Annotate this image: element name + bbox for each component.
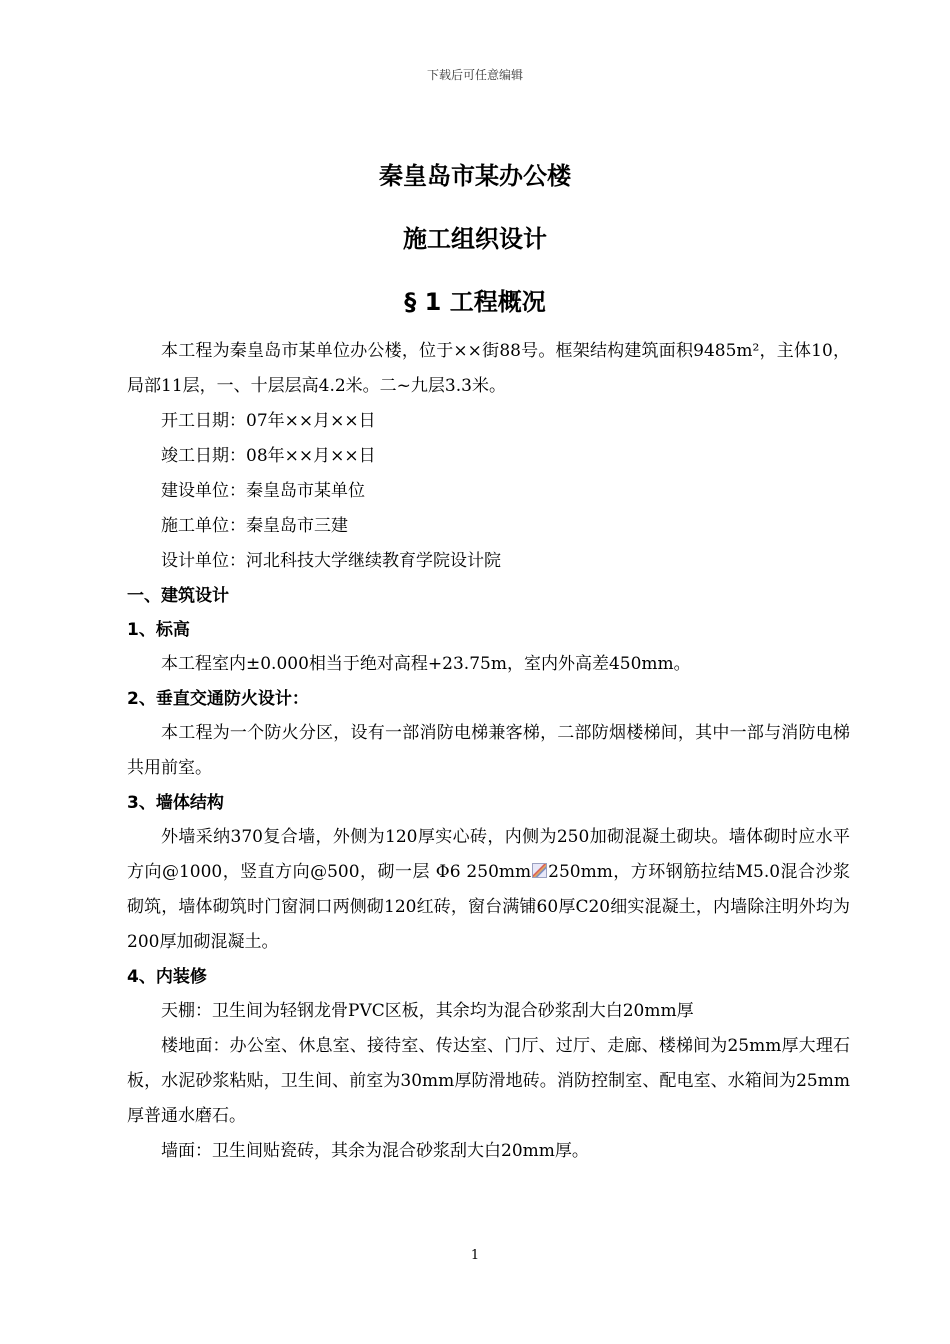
wall-finish-text: 墙面：卫生间贴瓷砖，其余为混合砂浆刮大白20mm厚。 (161, 1141, 589, 1161)
section-title: § 1 工程概况 (404, 288, 546, 316)
walls-text (127, 820, 850, 960)
end-date: 竣工日期：08年××月××日 (161, 446, 376, 466)
missing-glyph-icon (532, 863, 547, 878)
ceiling-text: 天棚：卫生间为轻钢龙骨PVC区板，其余均为混合砂浆刮大白20mm厚 (161, 1001, 694, 1021)
interior-heading: 4、内装修 (127, 967, 207, 987)
contractor-unit: 施工单位：秦皇岛市三建 (161, 516, 348, 536)
designer-unit: 设计单位：河北科技大学继续教育学院设计院 (161, 551, 501, 571)
walls-text-part2: 250mm，方环钢筋拉结M5.0混合沙浆砌筑，墙体砌筑时门窗洞口两侧砌120红砖，窗台满铺60厚C20细实混凝土，内墙除注明外均为200厚加砌混凝土。 (127, 862, 850, 952)
document-subtitle: 施工组织设计 (403, 225, 547, 253)
architecture-heading: 一、建筑设计 (127, 586, 229, 606)
page-number: 1 (470, 1248, 480, 1263)
floor-text: 楼地面：办公室、休息室、接待室、传达室、门厅、过厅、走廊、楼梯间为25mm厚大理石板，水泥砂浆粘贴，卫生间、前室为30mm厚防滑地砖。消防控制室、配电室、水箱间为25mm厚普通水磨石。 (127, 1036, 850, 1126)
document-body (127, 334, 850, 1169)
header-note: 下载后可任意编辑 (426, 68, 523, 82)
document-title: 秦皇岛市某办公楼 (379, 162, 571, 190)
fire-text: 本工程为一个防火分区，设有一部消防电梯兼客梯，二部防烟楼梯间，其中一部与消防电梯共用前室。 (127, 723, 850, 778)
walls-heading: 3、墙体结构 (127, 793, 224, 813)
walls-text-part1: 外墙采纳370复合墙，外侧为120厚实心砖，内侧为250加砌混凝土砌块。墙体砌时应水平方向@1000，竖直方向@500，砌一层 Φ6 250mm (127, 827, 850, 882)
elevation-heading: 1、标高 (127, 620, 190, 640)
overview-intro: 本工程为秦皇岛市某单位办公楼，位于××街88号。框架结构建筑面积9485m²，主体10，局部11层，一、十层层高4.2米。二~九层3.3米。 (127, 341, 850, 396)
owner-unit: 建设单位：秦皇岛市某单位 (161, 481, 365, 501)
fire-heading: 2、垂直交通防火设计： (127, 689, 309, 709)
start-date: 开工日期：07年××月××日 (161, 411, 376, 431)
elevation-text: 本工程室内±0.000相当于绝对高程+23.75m，室内外高差450mm。 (161, 654, 691, 674)
